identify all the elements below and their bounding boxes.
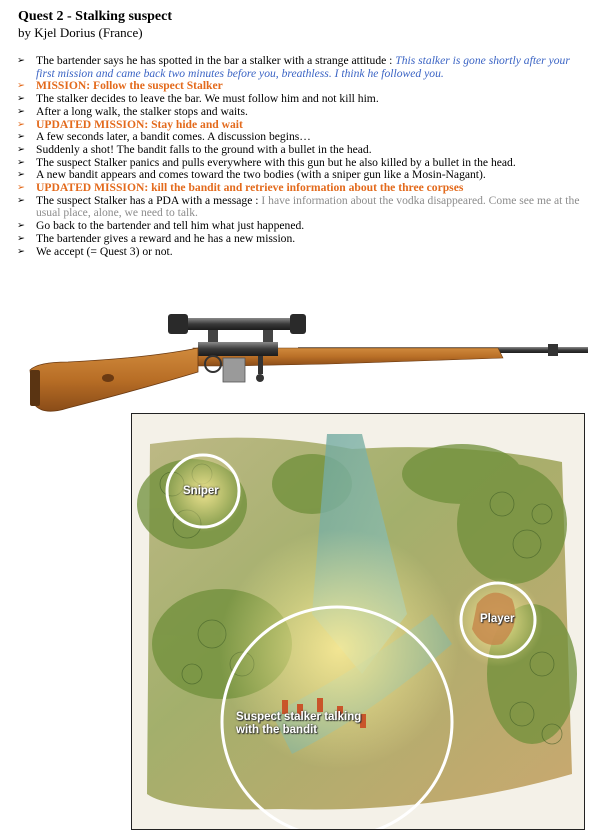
- arrow-bullet-icon: ➢: [17, 245, 25, 257]
- step-text: MISSION: Follow the suspect Stalker: [36, 79, 223, 93]
- step-text: The suspect Stalker has a PDA with a message :: [36, 193, 262, 207]
- player-label: Player: [480, 613, 515, 625]
- step-item: [17, 55, 587, 80]
- arrow-bullet-icon: ➢: [17, 131, 25, 143]
- step-text: We accept (= Quest 3) or not.: [36, 244, 173, 258]
- step-text: The bartender gives a reward and he has a new mission.: [36, 231, 296, 245]
- arrow-bullet-icon: ➢: [17, 232, 25, 244]
- suspect-label: Suspect stalker talking with the bandit: [236, 711, 362, 736]
- quest-map-image: [131, 413, 585, 830]
- arrow-bullet-icon: ➢: [17, 194, 25, 206]
- step-text: Go back to the bartender and tell him what just happened.: [36, 219, 305, 233]
- arrow-bullet-icon: ➢: [17, 169, 25, 181]
- step-text: UPDATED MISSION: Stay hide and wait: [36, 117, 243, 131]
- author-line: by Kjel Dorius (France): [18, 25, 143, 40]
- arrow-bullet-icon: ➢: [17, 156, 25, 168]
- step-item: [17, 246, 587, 259]
- step-text: The stalker decides to leave the bar. We must follow him and not kill him.: [36, 92, 379, 106]
- pda-message: I have information about the vodka disappeared. Come see me at the usual place, alone, we need to talk.: [36, 193, 580, 220]
- arrow-bullet-icon: ➢: [17, 55, 25, 66]
- step-text: A few seconds later, a bandit comes. A discussion begins…: [36, 130, 311, 144]
- step-text: A new bandit appears and comes toward the two bodies (with a sniper gun like a Mosin-Nagant).: [36, 168, 486, 182]
- bartender-quote: This stalker is gone shortly after your first mission and came back two minutes before you, breathless. I think he followed you.: [36, 54, 570, 80]
- step-text: The suspect Stalker panics and pulls everywhere with this gun but he also killed by a bullet in the head.: [36, 155, 516, 169]
- arrow-bullet-icon: ➢: [17, 182, 25, 194]
- page-title: Quest 2 - Stalking suspect: [18, 9, 173, 24]
- arrow-bullet-icon: ➢: [17, 105, 25, 117]
- arrow-bullet-icon: ➢: [17, 220, 25, 232]
- sniper-label: Sniper: [183, 485, 219, 497]
- rifle-image: [28, 300, 588, 428]
- arrow-bullet-icon: ➢: [17, 80, 25, 92]
- map-artwork: [132, 414, 584, 829]
- step-text: Suddenly a shot! The bandit falls to the ground with a bullet in the head.: [36, 142, 372, 156]
- arrow-bullet-icon: ➢: [17, 118, 25, 130]
- arrow-bullet-icon: ➢: [17, 143, 25, 155]
- step-text: UPDATED MISSION: kill the bandit and retrieve information about the three corpses: [36, 181, 464, 195]
- step-item: [17, 195, 587, 220]
- step-text: After a long walk, the stalker stops and waits.: [36, 104, 248, 118]
- step-text: The bartender says he has spotted in the bar a stalker with a strange attitude :: [36, 54, 396, 67]
- quest-steps-list: [17, 55, 587, 258]
- arrow-bullet-icon: ➢: [17, 93, 25, 105]
